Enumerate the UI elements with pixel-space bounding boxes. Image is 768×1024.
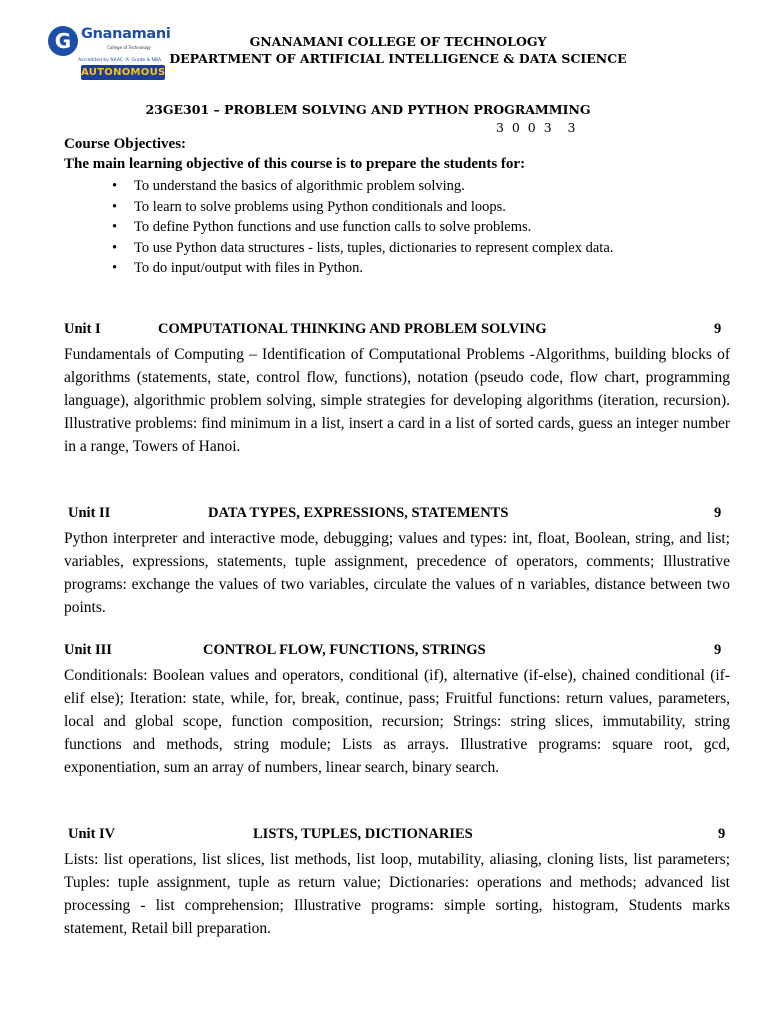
objectives-list <box>64 176 684 279</box>
department-name: DEPARTMENT OF ARTIFICIAL INTELLIGENCE & DATA SCIENCE <box>169 51 627 66</box>
unit-title: LISTS, TUPLES, DICTIONARIES <box>253 826 473 842</box>
college-name: GNANAMANI COLLEGE OF TECHNOLOGY <box>249 34 547 49</box>
objective-item: • To use Python data structures - lists, tuples, dictionaries to represent complex data. <box>64 238 684 259</box>
unit-1 <box>64 321 730 458</box>
unit-label: Unit III <box>64 642 112 658</box>
unit-hours: 9 <box>718 826 726 842</box>
unit-content: Conditionals: Boolean values and operators, conditional (if), alternative (if-else), chained conditional (if-elif else); Iteration: state, while, for, break, continue, pass; Fruitful functions: return values, parameters, local and global scope, function composition, recursion; Strings: string slices, immutability, string functions and methods, string module; Lists as arrays. Illustrative programs: square root, gcd, exponentiation, sum an array of numbers, linear search, binary search. <box>64 667 730 776</box>
logo-g-mark: G <box>48 26 78 56</box>
unit-heading <box>64 505 730 525</box>
logo-subtitle: College of Technology <box>107 45 151 50</box>
unit-heading <box>64 321 730 341</box>
unit-title: CONTROL FLOW, FUNCTIONS, STRINGS <box>203 642 486 658</box>
logo-accreditation: Accredited by NAAC 'A' Grade & NBA <box>78 58 162 63</box>
unit-title: COMPUTATIONAL THINKING AND PROBLEM SOLVING <box>158 321 547 337</box>
unit-heading <box>64 826 730 846</box>
unit-content: Lists: list operations, list slices, list methods, list loop, mutability, aliasing, cloning lists, list parameters; Tuples: tuple assignment, tuple as return value; Dictionaries: operations and methods; advanced list processing - list comprehension; Illustrative programs: simple sorting, histogram, Students marks statement, Retail bill preparation. <box>64 851 730 937</box>
objective-item: • To define Python functions and use function calls to solve problems. <box>64 217 684 238</box>
objectives-intro: The main learning objective of this course is to prepare the students for: <box>64 156 526 172</box>
unit-4 <box>64 826 730 940</box>
course-title: 23GE301 – PROBLEM SOLVING AND PYTHON PROGRAMMING <box>145 102 591 117</box>
objective-item: • To understand the basics of algorithmic problem solving. <box>64 176 684 197</box>
unit-content: Fundamentals of Computing – Identification of Computational Problems -Algorithms, building blocks of algorithms (statements, state, control flow, functions), notation (pseudo code, flow chart, programming language), algorithmic problem solving, simple strategies for developing algorithms (iteration, recursion). Illustrative problems: find minimum in a list, insert a card in a list of sorted cards, guess an integer number in a range, Towers of Hanoi. <box>64 346 730 455</box>
objective-item: • To do input/output with files in Python. <box>64 258 684 279</box>
objectives-title: Course Objectives: <box>64 136 187 152</box>
unit-2 <box>64 505 730 619</box>
logo-brand-text: Gnanamani <box>81 26 171 42</box>
autonomous-badge: AUTONOMOUS <box>81 67 166 78</box>
unit-label: Unit IV <box>68 826 116 842</box>
course-credits: 3 0 0 3 3 <box>496 120 576 135</box>
unit-label: Unit I <box>64 321 101 337</box>
unit-hours: 9 <box>714 321 722 337</box>
unit-heading <box>64 642 730 662</box>
unit-label: Unit II <box>68 505 111 521</box>
unit-content: Python interpreter and interactive mode, debugging; values and types: int, float, Boolean, string, and list; variables, expressions, statements, tuple assignment, precedence of operators, comments; Illustrative programs: exchange the values of two variables, circulate the values of n variables, distance between two points. <box>64 530 730 616</box>
objective-item: • To learn to solve problems using Python conditionals and loops. <box>64 197 684 218</box>
unit-hours: 9 <box>714 505 722 521</box>
unit-hours: 9 <box>714 642 722 658</box>
unit-3 <box>64 642 730 779</box>
unit-title: DATA TYPES, EXPRESSIONS, STATEMENTS <box>208 505 509 521</box>
